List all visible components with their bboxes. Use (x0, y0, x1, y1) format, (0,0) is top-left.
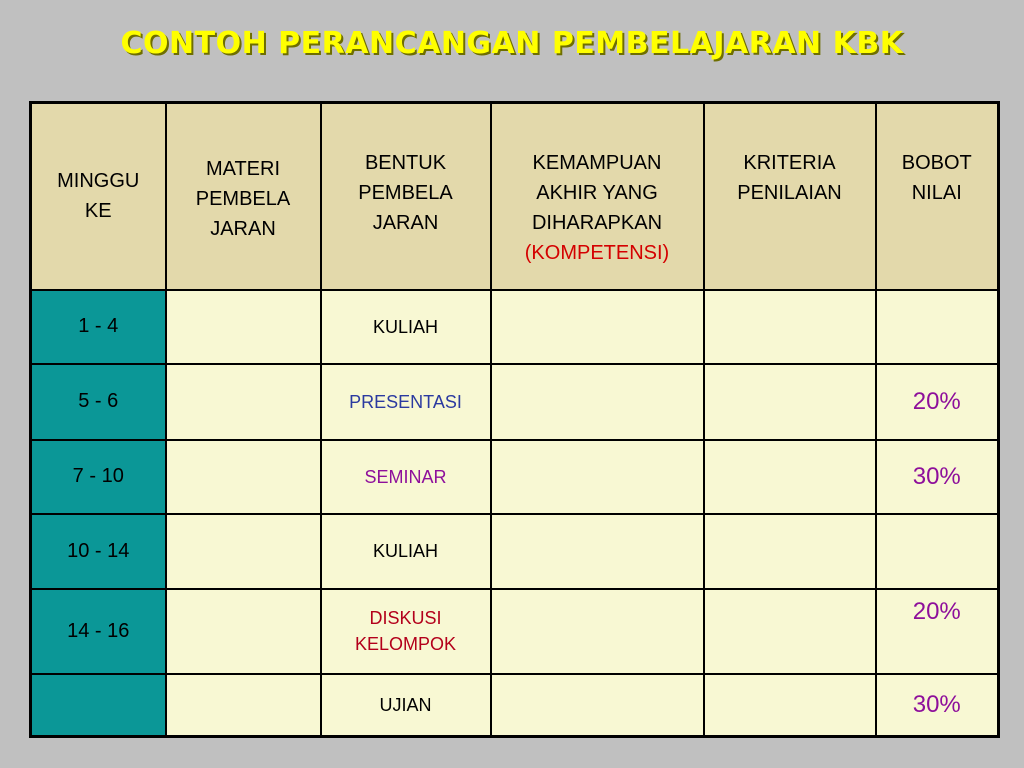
activity-line: KULIAH (372, 316, 439, 337)
week-cell: 7 - 10 (31, 440, 166, 514)
activity-cell (321, 674, 491, 737)
header-line: KRITERIA (743, 152, 836, 174)
activity-line: KELOMPOK (354, 634, 457, 654)
activity-line: PRESENTASI (349, 391, 462, 412)
table-row (31, 364, 999, 440)
kriteria-cell (704, 290, 876, 364)
header-line: PEMBELA (358, 182, 453, 204)
weight-cell: 20% (876, 364, 999, 440)
week-cell: 1 - 4 (31, 290, 166, 364)
header-minggu-ke (31, 103, 166, 290)
header-line: KE (84, 200, 112, 223)
header-line: BENTUK (364, 152, 447, 174)
activity-line: SEMINAR (364, 466, 447, 487)
header-line: JARAN (372, 212, 439, 234)
activity-cell (321, 514, 491, 589)
weight-cell (876, 514, 999, 589)
activity-line: KULIAH (372, 541, 439, 561)
table-row (31, 514, 999, 589)
header-line: DIHARAPKAN (531, 212, 663, 234)
header-materi-pembelajaran (166, 103, 321, 290)
table-row (31, 440, 999, 514)
header-line: KEMAMPUAN (532, 152, 662, 174)
kriteria-cell (704, 589, 876, 674)
header-line: PEMBELA (195, 188, 291, 210)
activity-cell (321, 589, 491, 674)
header-kompetensi: (KOMPETENSI) (524, 242, 670, 264)
header-kemampuan-akhir (491, 103, 704, 290)
week-cell: 5 - 6 (31, 364, 166, 440)
weight-cell (876, 290, 999, 364)
kriteria-cell (704, 514, 876, 589)
header-bobot-nilai (876, 103, 999, 290)
header-row (31, 103, 999, 290)
table-row (31, 674, 999, 737)
header-line: AKHIR YANG (536, 182, 658, 204)
activity-line: UJIAN (379, 694, 432, 715)
materi-cell (166, 290, 321, 364)
materi-cell (166, 364, 321, 440)
slide-title: CONTOH PERANCANGAN PEMBELAJARAN KBK (120, 26, 904, 61)
header-line: PENILAIAN (737, 182, 842, 204)
header-line: NILAI (911, 182, 962, 204)
header-line: MINGGU (57, 170, 140, 193)
kriteria-cell (704, 674, 876, 737)
week-cell (31, 674, 166, 737)
header-line: JARAN (210, 218, 276, 240)
kemampuan-cell (491, 514, 704, 589)
header-line: BOBOT (901, 152, 972, 174)
week-cell: 14 - 16 (31, 589, 166, 674)
materi-cell (166, 440, 321, 514)
activity-line: DISKUSI (369, 608, 442, 628)
learning-plan-table (29, 101, 1000, 738)
kemampuan-cell (491, 674, 704, 737)
kemampuan-cell (491, 364, 704, 440)
activity-cell (321, 290, 491, 364)
materi-cell (166, 589, 321, 674)
kemampuan-cell (491, 290, 704, 364)
header-bentuk-pembelajaran (321, 103, 491, 290)
table-row (31, 290, 999, 364)
materi-cell (166, 514, 321, 589)
weight-cell: 30% (876, 674, 999, 737)
weight-cell: 30% (876, 440, 999, 514)
weight-cell: 20% (876, 589, 999, 674)
kemampuan-cell (491, 589, 704, 674)
kriteria-cell (704, 440, 876, 514)
activity-cell (321, 440, 491, 514)
week-cell: 10 - 14 (31, 514, 166, 589)
kemampuan-cell (491, 440, 704, 514)
header-line: MATERI (205, 158, 281, 180)
header-kriteria-penilaian (704, 103, 876, 290)
table-row (31, 589, 999, 674)
activity-cell (321, 364, 491, 440)
kriteria-cell (704, 364, 876, 440)
materi-cell (166, 674, 321, 737)
